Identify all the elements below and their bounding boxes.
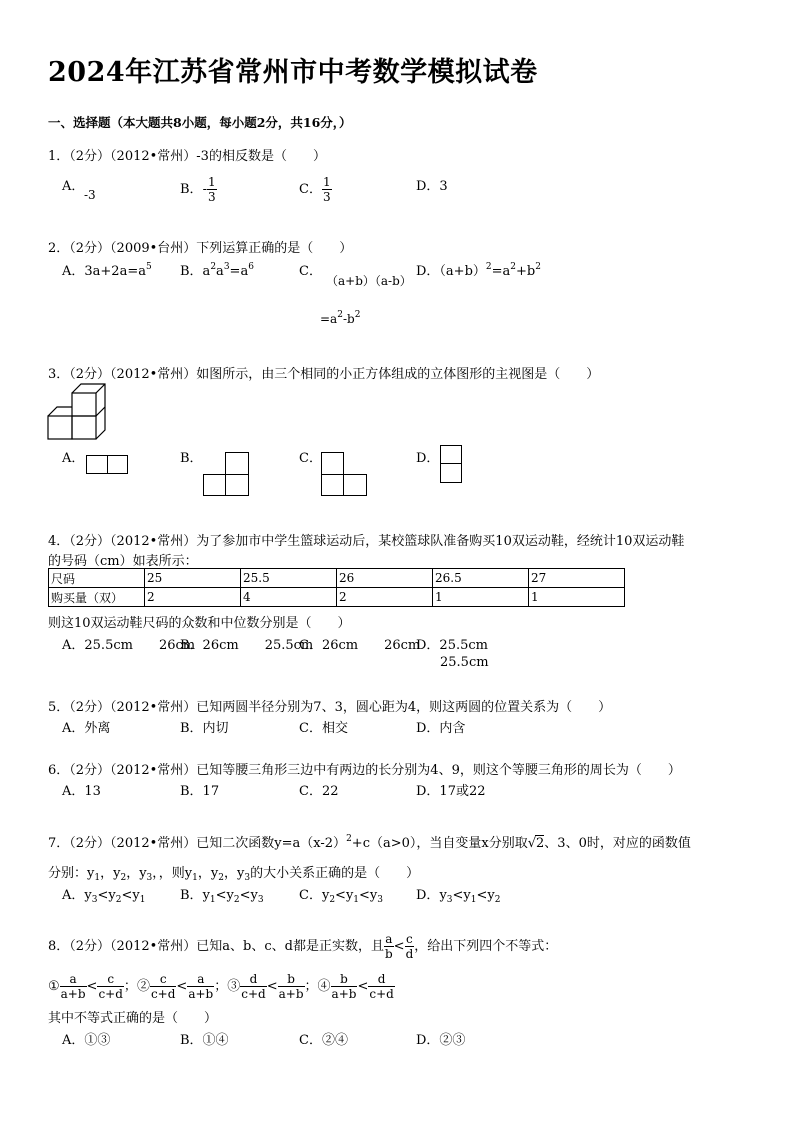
subscript: 3 xyxy=(377,895,384,905)
exponent: 2 xyxy=(510,262,517,272)
q1-option-a-value: -3 xyxy=(84,188,96,202)
inequality-number: ④ xyxy=(317,979,331,994)
q3-option-a-figure xyxy=(86,455,128,474)
q8-option-d[interactable]: D．②③ xyxy=(416,1033,466,1048)
q8-option-c[interactable]: C．②④ xyxy=(299,1033,348,1048)
subscript: 2 xyxy=(115,895,122,905)
exponent: 5 xyxy=(145,262,152,272)
q8-option-b[interactable]: B．①④ xyxy=(180,1033,229,1048)
q3-option-a[interactable]: A． xyxy=(62,451,85,466)
exponent: 3 xyxy=(223,262,230,272)
numerator: 1 xyxy=(207,175,216,189)
denominator: a+b xyxy=(188,987,214,1001)
numerator: c xyxy=(107,972,115,986)
fraction xyxy=(278,972,305,1001)
subscript: 1 xyxy=(353,895,360,905)
q5-option-b[interactable]: B．内切 xyxy=(180,721,229,736)
term: =a xyxy=(229,264,249,279)
square xyxy=(440,463,462,483)
question-2-stem: 2．（2分）（2009•台州）下列运算正确的是（ ） xyxy=(48,241,353,256)
q7-option-c[interactable]: C．$y_2<y_1<y_3$ xyxy=(299,888,384,905)
subscript: 3 xyxy=(91,895,98,905)
subscript: 3 xyxy=(446,895,453,905)
numerator: c xyxy=(406,932,413,946)
subscript: 1 xyxy=(94,873,101,883)
stem-part: 分别：y xyxy=(48,866,95,881)
stem-part: 的大小关系正确的是（ ） xyxy=(250,866,420,881)
denominator: 3 xyxy=(207,190,216,204)
q1-option-b-sign: - xyxy=(202,182,207,197)
denominator: 3 xyxy=(322,190,331,204)
term: -b xyxy=(342,312,355,326)
q7-option-d[interactable]: D．$y_3<y_1<y_2$ xyxy=(416,888,501,905)
separator: ； xyxy=(214,979,228,994)
q4-option-d[interactable]: D．25.5cm xyxy=(416,638,488,653)
exponent: 2 xyxy=(346,834,352,844)
numerator: b xyxy=(340,972,348,986)
stem-part: ，给出下列四个不等式： xyxy=(414,939,558,954)
question-1-stem: 1．（2分）（2012•常州）-3的相反数是（ ） xyxy=(48,149,326,164)
exponent: 2 xyxy=(210,262,217,272)
fraction xyxy=(331,972,358,1001)
q2-option-b[interactable] xyxy=(180,260,254,279)
question-4-stem-line1: 4．（2分）（2012•常州）为了参加市中学生篮球运动后，某校篮球队准备购买10双运动鞋，经统计10双运动鞋 xyxy=(48,534,685,549)
fraction xyxy=(97,972,123,1001)
numerator: a xyxy=(69,972,77,986)
q1-option-c[interactable] xyxy=(299,175,332,204)
subscript: 1 xyxy=(192,873,198,883)
numerator: a xyxy=(197,972,205,986)
denominator: b xyxy=(384,947,393,961)
q4-option-d-line2: 25.5cm xyxy=(440,655,489,670)
less-than: < xyxy=(266,979,278,994)
fraction-c-over-d xyxy=(405,932,415,961)
q2-option-c-line1: （a+b）（a-b） xyxy=(326,274,412,288)
stem-part: 、3、0时，对应的函数值 xyxy=(544,836,691,851)
q7-option-a[interactable]: A．$y_3<y_2<y_1$ xyxy=(62,888,146,905)
cube-stack-figure xyxy=(46,380,108,442)
denominator: a+b xyxy=(60,987,86,1001)
square xyxy=(225,474,249,496)
q2-option-d-text: D．（a+b） xyxy=(416,264,486,279)
q3-option-c-figure xyxy=(321,452,367,496)
q4-option-a[interactable]: A．25.5cm 26cm xyxy=(62,638,196,653)
q2-option-c[interactable]: C． xyxy=(299,264,322,279)
table-row xyxy=(49,569,625,588)
question-8-prompt: 其中不等式正确的是（ ） xyxy=(48,1011,218,1026)
q1-option-a-label: A． xyxy=(62,179,85,194)
q1-option-c-label: C． xyxy=(299,182,322,197)
q5-option-c[interactable]: C．相交 xyxy=(299,721,348,736)
table-cell: 1 xyxy=(529,588,625,607)
square xyxy=(321,474,344,496)
question-5-stem: 5．（2分）（2012•常州）已知两圆半径分别为7、3，圆心距为4，则这两圆的位置关系为（ ） xyxy=(48,700,612,715)
numerator: d xyxy=(249,972,258,986)
term: =a xyxy=(320,312,338,326)
denominator: c+d xyxy=(98,987,123,1001)
q3-option-b-figure xyxy=(203,452,249,496)
q1-option-d[interactable]: D．3 xyxy=(416,179,448,194)
label: B． xyxy=(180,888,203,903)
subscript: 3 xyxy=(146,873,153,883)
fraction xyxy=(150,972,176,1001)
square xyxy=(343,474,367,496)
numerator: b xyxy=(287,972,295,986)
term: +b xyxy=(516,264,536,279)
square xyxy=(321,452,344,475)
exponent: 6 xyxy=(248,262,254,272)
inequality-number: ③ xyxy=(227,979,241,994)
table-cell: 4 xyxy=(241,588,337,607)
question-8-stem xyxy=(48,932,557,961)
subscript: 1 xyxy=(209,895,216,905)
q5-option-d[interactable]: D．内含 xyxy=(416,721,466,736)
subscript: 2 xyxy=(329,895,336,905)
q8-option-a[interactable]: A．①③ xyxy=(62,1033,111,1048)
square xyxy=(225,452,249,475)
stem-part: +c（a>0），当自变量x分别取 xyxy=(351,836,528,851)
denominator: c+d xyxy=(150,987,176,1001)
inequality-number: ② xyxy=(136,979,150,994)
q3-option-c[interactable]: C． xyxy=(299,451,322,466)
subscript: 3 xyxy=(244,873,251,883)
q6-option-c[interactable]: C．22 xyxy=(299,784,339,799)
q1-option-c-fraction xyxy=(322,175,332,204)
stem-part: 7．（2分）（2012•常州）已知二次函数y=a（x-2） xyxy=(48,836,347,851)
separator: ； xyxy=(123,979,137,994)
question-6-stem: 6．（2分）（2012•常州）已知等腰三角形三边中有两边的长分别为4、9，则这个等腰三角形的周长为（ ） xyxy=(48,763,681,778)
fraction xyxy=(187,972,214,1001)
fraction xyxy=(60,972,87,1001)
less-than: < xyxy=(86,979,98,994)
stem-part: 8．（2分）（2012•常州）已知a、b、c、d都是正实数，且 xyxy=(48,939,384,954)
q1-option-b[interactable] xyxy=(180,175,217,204)
q3-option-b[interactable]: B． xyxy=(180,451,203,466)
exponent: 2 xyxy=(535,262,541,272)
table-cell: 2 xyxy=(337,588,433,607)
subscript: 3 xyxy=(257,895,264,905)
square xyxy=(203,474,226,496)
question-3-stem: 3．（2分）（2012•常州）如图所示，由三个相同的小正方体组成的立体图形的主视图是（ ） xyxy=(48,367,600,382)
label: C． xyxy=(299,888,322,903)
numerator: c xyxy=(159,972,167,986)
term: a xyxy=(216,264,224,279)
q4-option-c[interactable]: C．26cm 26cm xyxy=(299,638,421,653)
q6-option-a[interactable]: A．13 xyxy=(62,784,101,799)
denominator: c+d xyxy=(369,987,394,1001)
less-than: < xyxy=(176,979,188,994)
q2-option-a-text: A．3a+2a=a xyxy=(62,264,146,279)
fraction xyxy=(240,972,266,1001)
label: A． xyxy=(62,888,85,903)
q2-option-b-text: B．a xyxy=(180,264,211,279)
table-cell: 1 xyxy=(433,588,529,607)
q7-option-b[interactable]: B．$y_1<y_2<y_3$ xyxy=(180,888,264,905)
subscript: 1 xyxy=(470,895,477,905)
inequality-number: ① xyxy=(48,979,60,994)
subscript: 1 xyxy=(139,895,146,905)
exponent: 2 xyxy=(337,310,343,320)
label: D． xyxy=(416,888,440,903)
subscript: 2 xyxy=(494,895,501,905)
question-7-stem-line2: 分别：$y_1$，$y_2$，$y_3$，，则$y_1$，$y_2$，$y_3$的大小关系正确的是（ ） xyxy=(48,866,420,883)
subscript: 2 xyxy=(120,873,127,883)
question-7-stem xyxy=(48,832,691,851)
separator: ； xyxy=(304,979,318,994)
numerator: d xyxy=(377,972,386,986)
q3-option-d[interactable]: D． xyxy=(416,451,440,466)
table-cell: 2 xyxy=(145,588,241,607)
q1-option-b-fraction xyxy=(207,175,217,204)
table-cell: 25.5 xyxy=(241,569,337,588)
q6-option-d[interactable]: D．17或22 xyxy=(416,784,486,799)
q2-option-d[interactable] xyxy=(416,260,541,279)
sqrt-sign: √ xyxy=(527,836,537,851)
less-than: < xyxy=(357,979,369,994)
subscript: 2 xyxy=(233,895,240,905)
denominator: a+b xyxy=(278,987,304,1001)
section-heading: 一、选择题（本大题共8小题，每小题2分，共16分，） xyxy=(48,115,352,130)
q6-option-b[interactable]: B．17 xyxy=(180,784,220,799)
denominator: c+d xyxy=(241,987,266,1001)
q5-option-a[interactable]: A．外离 xyxy=(62,721,111,736)
stem-part: ，则y xyxy=(158,866,193,881)
question-4-prompt: 则这10双运动鞋尺码的众数和中位数分别是（ ） xyxy=(48,616,351,631)
table-cell: 25 xyxy=(145,569,241,588)
question-4-stem-line2: 的号码（cm）如表所示： xyxy=(48,554,198,569)
q2-option-a[interactable] xyxy=(62,260,152,279)
numerator: 1 xyxy=(322,175,331,189)
numerator: a xyxy=(385,932,393,946)
q2-option-c-line2 xyxy=(320,312,360,326)
square xyxy=(107,455,128,474)
inequality-list xyxy=(48,972,395,1001)
denominator: a+b xyxy=(331,987,357,1001)
square xyxy=(86,455,108,474)
table-cell: 26 xyxy=(337,569,433,588)
table-cell: 购买量（双） xyxy=(49,588,145,607)
term: =a xyxy=(491,264,511,279)
page-title: 2024年江苏省常州市中考数学模拟试卷 xyxy=(48,57,538,88)
table-row xyxy=(49,588,625,607)
q3-option-d-figure xyxy=(440,445,462,483)
exponent: 2 xyxy=(485,262,492,272)
subscript: 2 xyxy=(218,873,224,883)
exponent: 2 xyxy=(354,310,361,320)
sqrt-value: 2 xyxy=(536,836,545,851)
q4-option-b[interactable]: B．26cm 25.5cm xyxy=(180,638,314,653)
fraction xyxy=(368,972,394,1001)
table-cell: 26.5 xyxy=(433,569,529,588)
q1-option-b-label: B． xyxy=(180,182,203,197)
square xyxy=(440,445,462,464)
shoe-size-table xyxy=(48,568,625,607)
table-cell: 27 xyxy=(529,569,625,588)
table-cell: 尺码 xyxy=(49,569,145,588)
denominator: d xyxy=(405,947,414,961)
less-than: < xyxy=(393,939,405,954)
q1-option-a[interactable] xyxy=(62,175,84,194)
fraction-a-over-b xyxy=(384,932,394,961)
